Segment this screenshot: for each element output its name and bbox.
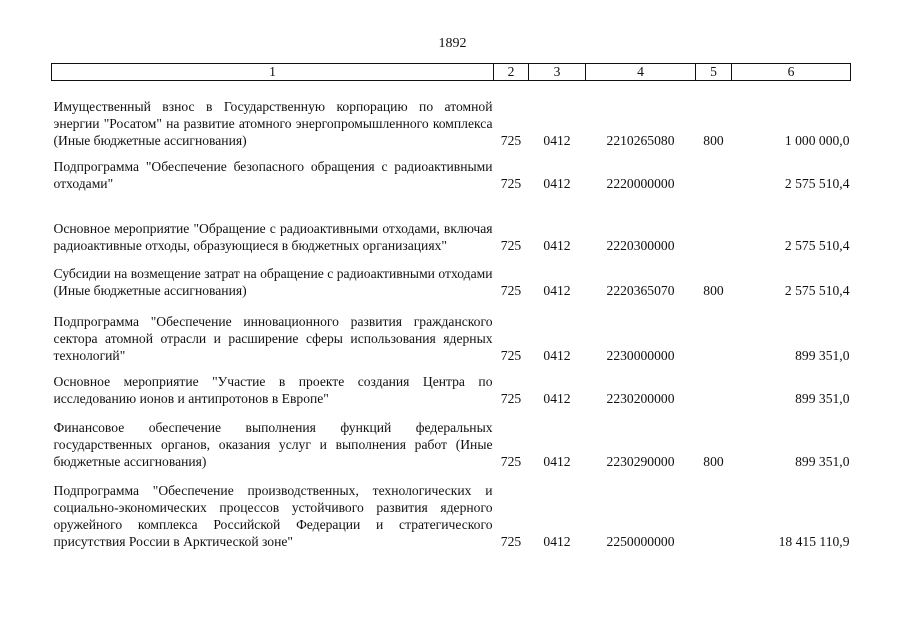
header-col-5: 5 bbox=[696, 64, 732, 81]
row-amount: 899 351,0 bbox=[795, 347, 850, 363]
row-expense-type: 800 bbox=[703, 132, 724, 148]
row-ministry-code: 725 bbox=[500, 453, 522, 469]
row-target-code: 2220300000 bbox=[606, 237, 675, 253]
row-section-code: 0412 bbox=[543, 132, 571, 148]
row-ministry-code: 725 bbox=[500, 237, 522, 253]
table-row bbox=[52, 81, 851, 149]
row-amount: 899 351,0 bbox=[795, 390, 850, 406]
row-amount: 18 415 110,9 bbox=[778, 533, 850, 549]
table-row bbox=[52, 299, 851, 364]
table-row bbox=[52, 254, 851, 299]
row-ministry-code: 725 bbox=[500, 390, 522, 406]
row-name: Основное мероприятие "Обращение с радиоактивными отходами, включая радиоактивные отходы, образующиеся в бюджетных организациях" bbox=[53, 220, 493, 253]
row-target-code: 2230200000 bbox=[606, 390, 675, 406]
table-header bbox=[52, 64, 851, 81]
page-number: 1892 bbox=[438, 36, 467, 51]
row-name: Подпрограмма "Обеспечение инновационного развития гражданского сектора атомной отрасли и расширение сферы использования ядерных технологий" bbox=[53, 313, 493, 363]
row-ministry-code: 725 bbox=[500, 175, 522, 191]
table-row bbox=[52, 470, 851, 550]
row-name: Подпрограмма "Обеспечение производственных, технологических и социально-экономических процессов устойчивого развития ядерного оружейного комплекса Российской Федерации и стратегического присутствия России в Арктической зоне" bbox=[53, 482, 493, 549]
row-expense-type bbox=[696, 192, 732, 254]
row-section-code: 0412 bbox=[543, 390, 571, 406]
row-target-code: 2250000000 bbox=[606, 533, 675, 549]
row-name: Финансовое обеспечение выполнения функций федеральных государственных органов, оказания услуг и выполнения работ (Иные бюджетные ассигнования) bbox=[53, 419, 493, 469]
row-ministry-code: 725 bbox=[500, 132, 522, 148]
row-ministry-code: 725 bbox=[500, 533, 522, 549]
header-col-3: 3 bbox=[529, 64, 586, 81]
row-amount: 1 000 000,0 bbox=[784, 132, 850, 148]
row-target-code: 2230000000 bbox=[606, 347, 675, 363]
row-amount: 2 575 510,4 bbox=[784, 282, 850, 298]
header-row bbox=[52, 64, 851, 81]
row-section-code: 0412 bbox=[543, 453, 571, 469]
header-col-6: 6 bbox=[732, 64, 851, 81]
budget-table bbox=[51, 63, 851, 550]
row-target-code: 2220365070 bbox=[606, 282, 675, 298]
row-amount: 899 351,0 bbox=[795, 453, 850, 469]
row-target-code: 2230290000 bbox=[606, 453, 675, 469]
row-target-code: 2220000000 bbox=[606, 175, 675, 191]
row-name: Субсидии на возмещение затрат на обращение с радиоактивными отходами (Иные бюджетные ассигнования) bbox=[53, 265, 493, 298]
header-col-1: 1 bbox=[52, 64, 494, 81]
header-col-4: 4 bbox=[586, 64, 696, 81]
table-row bbox=[52, 364, 851, 407]
row-amount: 2 575 510,4 bbox=[784, 237, 850, 253]
row-section-code: 0412 bbox=[543, 175, 571, 191]
row-expense-type bbox=[696, 470, 732, 550]
row-expense-type bbox=[696, 149, 732, 192]
row-section-code: 0412 bbox=[543, 533, 571, 549]
row-name: Имущественный взнос в Государственную корпорацию по атомной энергии "Росатом" на развитие атомного энергопромышленного комплекса (Иные бюджетные ассигнования) bbox=[53, 98, 493, 148]
row-name: Подпрограмма "Обеспечение безопасного обращения с радиоактивными отходами" bbox=[53, 158, 493, 191]
table-row bbox=[52, 149, 851, 192]
table-row bbox=[52, 192, 851, 254]
row-section-code: 0412 bbox=[543, 347, 571, 363]
row-expense-type: 800 bbox=[703, 282, 724, 298]
row-name: Основное мероприятие "Участие в проекте создания Центра по исследованию ионов и антипротонов в Европе" bbox=[53, 373, 493, 406]
row-section-code: 0412 bbox=[543, 282, 571, 298]
row-ministry-code: 725 bbox=[500, 282, 522, 298]
table-body bbox=[52, 81, 851, 550]
row-target-code: 2210265080 bbox=[606, 132, 675, 148]
header-col-2: 2 bbox=[494, 64, 529, 81]
row-amount: 2 575 510,4 bbox=[784, 175, 850, 191]
row-expense-type bbox=[696, 364, 732, 407]
row-expense-type bbox=[696, 299, 732, 364]
row-expense-type: 800 bbox=[703, 453, 724, 469]
table-row bbox=[52, 407, 851, 470]
row-ministry-code: 725 bbox=[500, 347, 522, 363]
row-section-code: 0412 bbox=[543, 237, 571, 253]
